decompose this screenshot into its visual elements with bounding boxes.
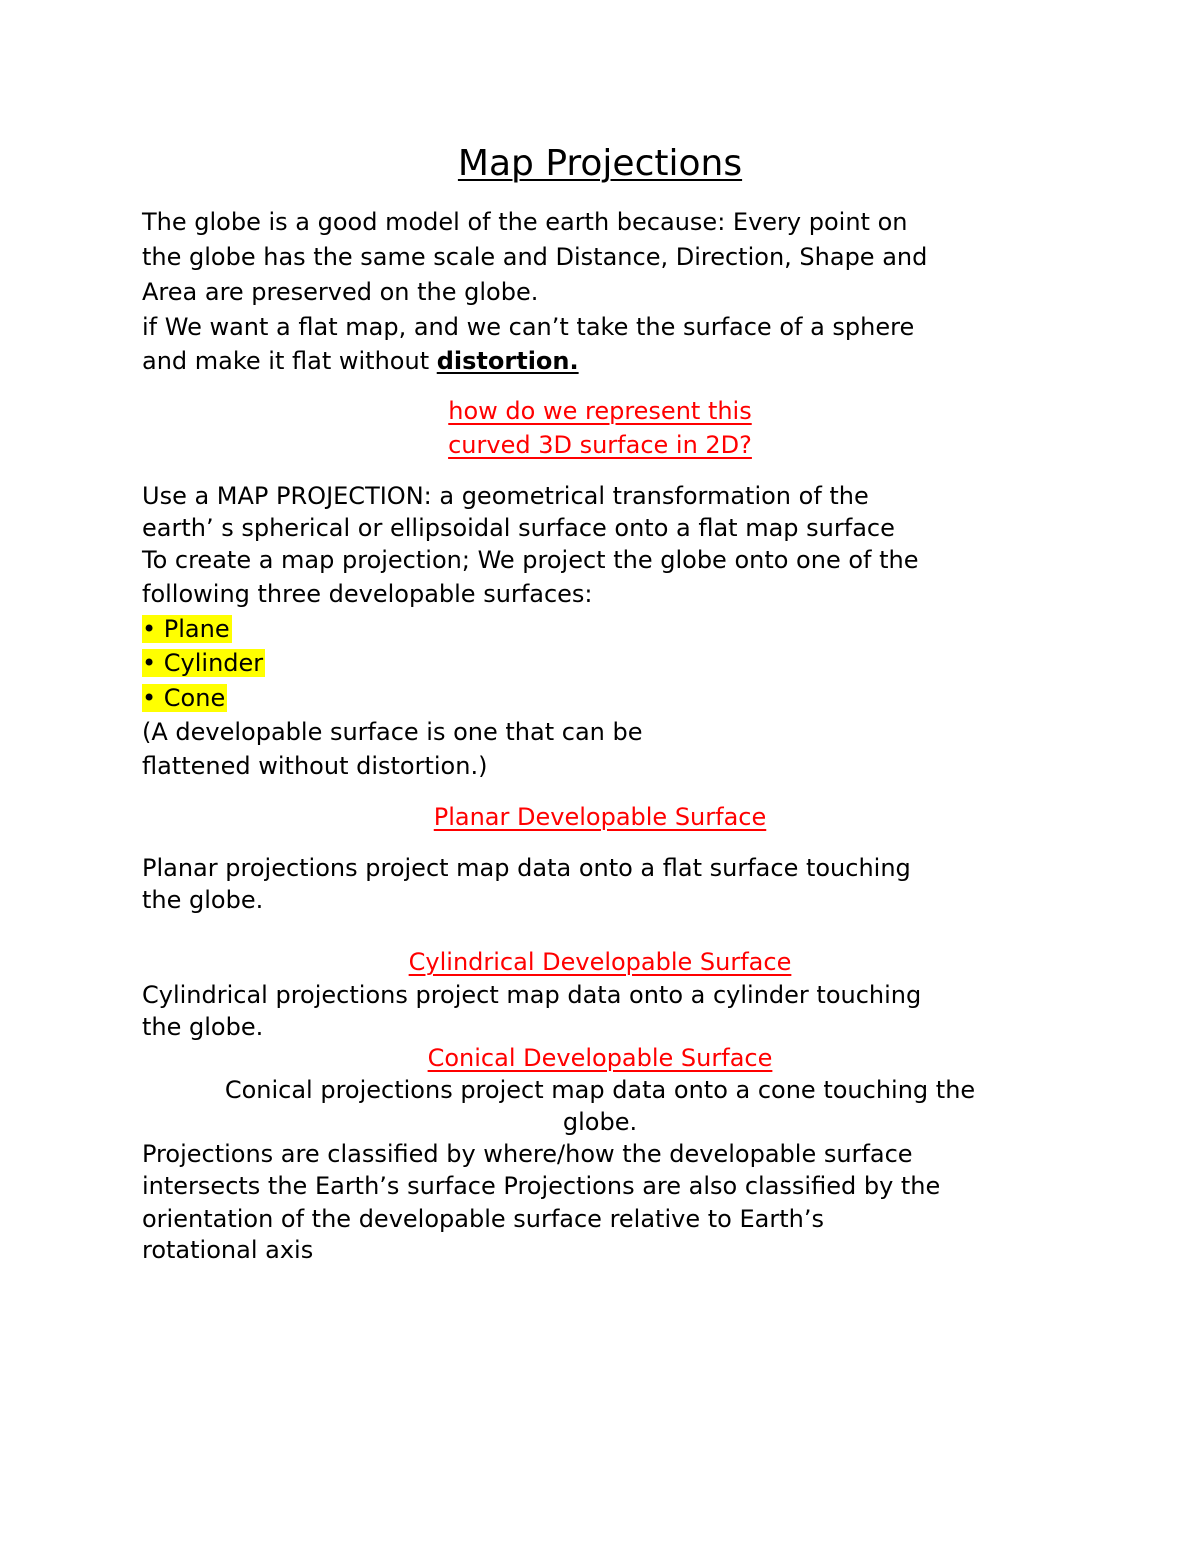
surface-cylinder-label: • Cylinder bbox=[142, 649, 264, 677]
surface-item-cone bbox=[142, 682, 227, 714]
projection-def-line-3: To create a map projection; We project the globe onto one of the bbox=[142, 546, 919, 574]
surface-item-cylinder bbox=[142, 647, 265, 679]
planar-heading bbox=[0, 801, 1200, 833]
intro-line-2: the globe has the same scale and Distance, Direction, Shape and bbox=[142, 243, 928, 271]
conical-line-2: globe. bbox=[562, 1108, 638, 1136]
developable-note-line-1: (A developable surface is one that can be bbox=[142, 718, 643, 746]
intro-line-1: The globe is a good model of the earth because: Every point on bbox=[142, 208, 908, 236]
classification-line-1: Projections are classified by where/how the developable surface bbox=[142, 1140, 913, 1168]
intro-line-3: Area are preserved on the globe. bbox=[142, 278, 539, 306]
classification-line-3: orientation of the developable surface relative to Earth’s bbox=[142, 1205, 824, 1233]
projection-def-line-1: Use a MAP PROJECTION: a geometrical transformation of the bbox=[142, 482, 869, 510]
classification-line-4: rotational axis bbox=[142, 1236, 314, 1264]
page-title: Map Projections bbox=[457, 143, 743, 184]
question-line-2 bbox=[0, 429, 1200, 461]
conical-heading-text: Conical Developable Surface bbox=[427, 1044, 773, 1072]
classification-line-2: intersects the Earth’s surface Projections are also classified by the bbox=[142, 1172, 941, 1200]
question-line-1 bbox=[0, 395, 1200, 427]
cylindrical-line-1: Cylindrical projections project map data onto a cylinder touching bbox=[142, 981, 922, 1009]
question-text-1: how do we represent this bbox=[448, 397, 752, 425]
planar-line-2: the globe. bbox=[142, 886, 264, 914]
conical-heading bbox=[0, 1042, 1200, 1074]
distortion-emphasis: distortion. bbox=[436, 347, 579, 375]
cylindrical-line-2: the globe. bbox=[142, 1013, 264, 1041]
surface-item-plane bbox=[142, 613, 232, 645]
planar-heading-text: Planar Developable Surface bbox=[433, 803, 767, 831]
developable-note-line-2: flattened without distortion.) bbox=[142, 752, 488, 780]
question-text-2: curved 3D surface in 2D? bbox=[448, 431, 752, 459]
surface-plane-label: • Plane bbox=[142, 615, 230, 643]
projection-def-line-2: earth’ s spherical or ellipsoidal surface onto a flat map surface bbox=[142, 514, 895, 542]
cylindrical-heading bbox=[0, 946, 1200, 978]
conical-line-1: Conical projections project map data onto a cone touching the bbox=[224, 1076, 976, 1104]
surface-cone-label: • Cone bbox=[142, 684, 226, 712]
planar-line-1: Planar projections project map data onto a flat surface touching bbox=[142, 854, 911, 882]
intro-line-5 bbox=[142, 345, 579, 377]
projection-def-line-4: following three developable surfaces: bbox=[142, 580, 593, 608]
intro-line-5-text: and make it flat without bbox=[142, 347, 437, 375]
cylindrical-heading-text: Cylindrical Developable Surface bbox=[408, 948, 792, 976]
intro-line-4: if We want a flat map, and we can’t take the surface of a sphere bbox=[142, 313, 915, 341]
